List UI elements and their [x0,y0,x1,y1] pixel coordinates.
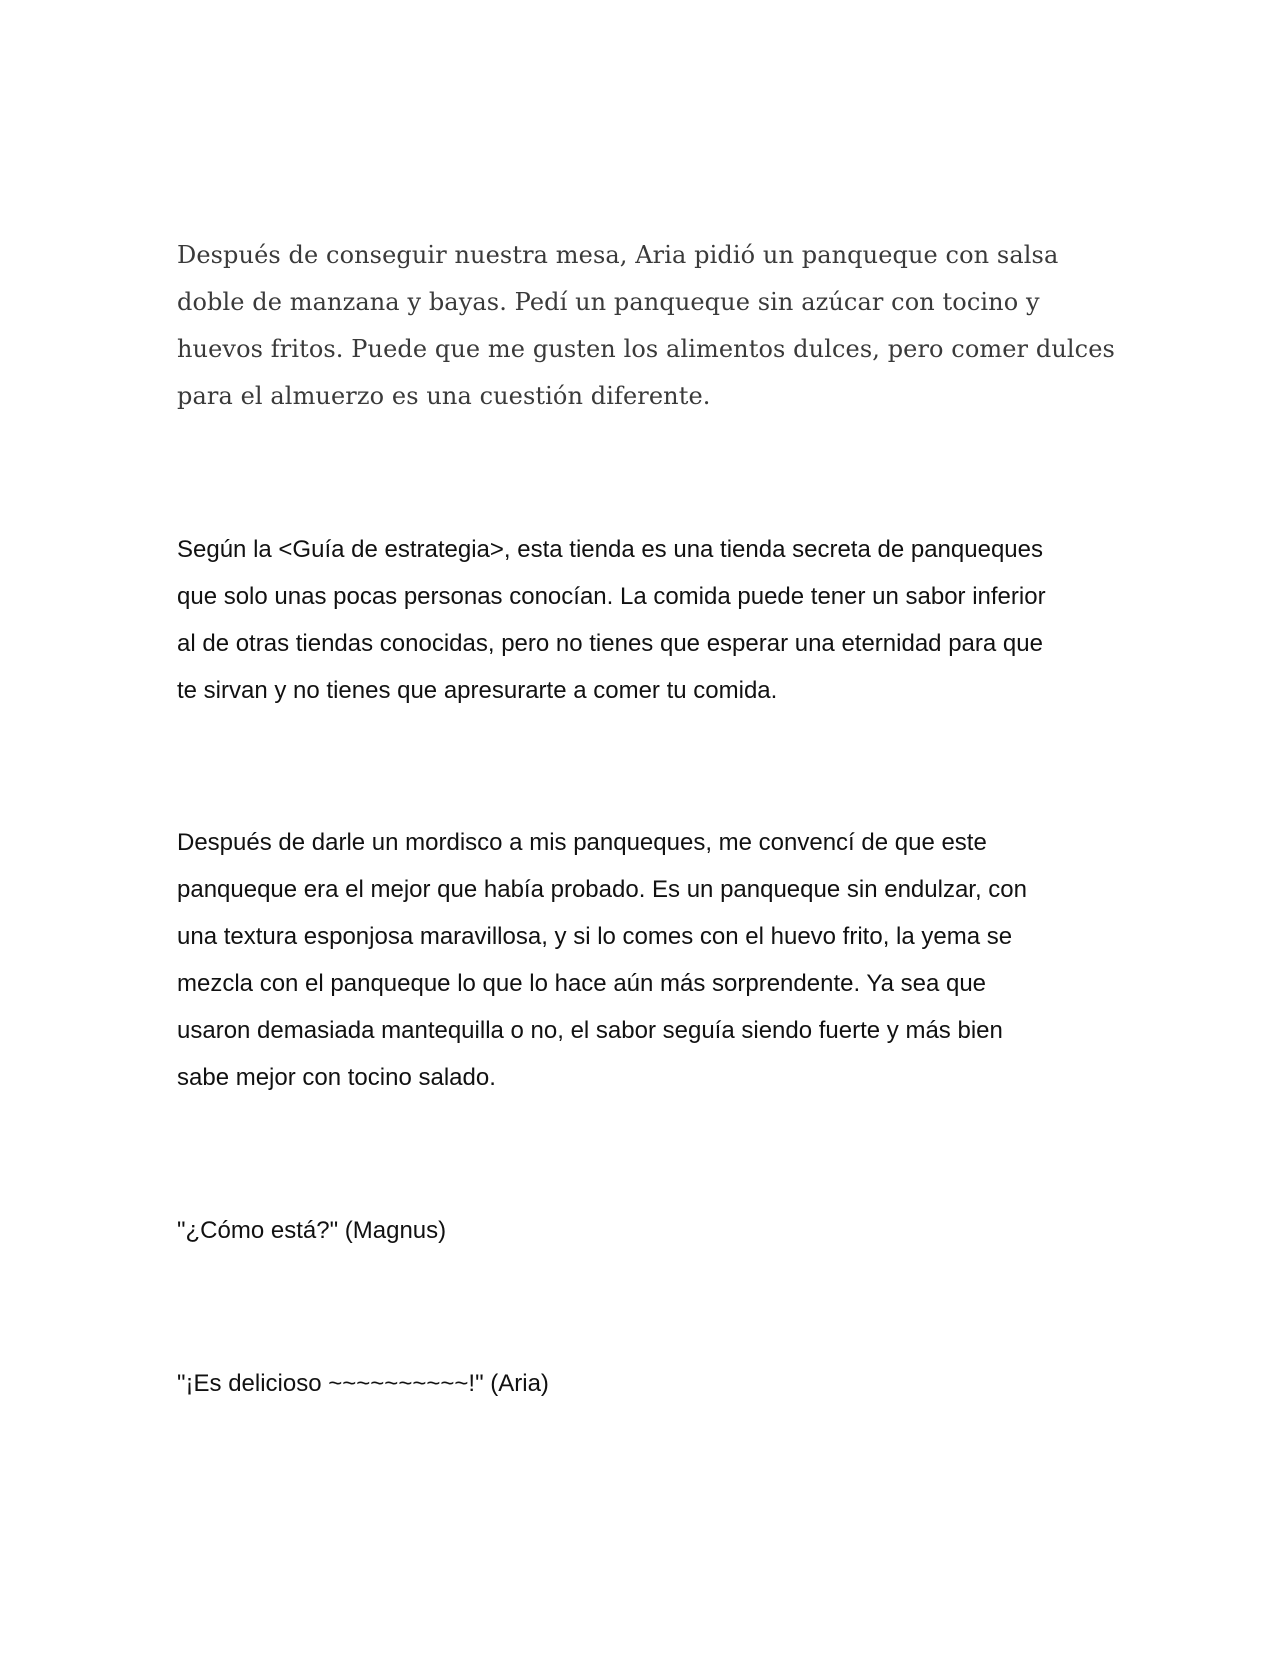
paragraph-3-line-3: una textura esponjosa maravillosa, y si lo comes con el huevo frito, la yema se [177,923,1013,950]
dialogue-magnus [177,1207,1097,1254]
paragraph-1 [177,232,1115,420]
paragraph-1-line-4: para el almuerzo es una cuestión diferente. [177,382,711,410]
dialogue-magnus-line: "¿Cómo está?" (Magnus) [177,1217,447,1244]
paragraph-3-line-6: sabe mejor con tocino salado. [177,1064,496,1091]
paragraph-3 [177,819,1097,1101]
dialogue-aria-line: "¡Es delicioso ~~~~~~~~~~!" (Aria) [177,1370,549,1397]
paragraph-2-line-3: al de otras tiendas conocidas, pero no tienes que esperar una eternidad para que [177,630,1043,657]
paragraph-2 [177,526,1097,714]
paragraph-1-line-2: doble de manzana y bayas. Pedí un panqueque sin azúcar con tocino y [177,288,1040,316]
paragraph-3-line-2: panqueque era el mejor que había probado. Es un panqueque sin endulzar, con [177,876,1027,903]
paragraph-3-line-4: mezcla con el panqueque lo que lo hace aún más sorprendente. Ya sea que [177,970,987,997]
dialogue-aria [177,1360,1097,1407]
paragraph-1-line-3: huevos fritos. Puede que me gusten los alimentos dulces, pero comer dulces [177,335,1115,363]
paragraph-3-line-5: usaron demasiada mantequilla o no, el sabor seguía siendo fuerte y más bien [177,1017,1003,1044]
paragraph-1-line-1: Después de conseguir nuestra mesa, Aria pidió un panqueque con salsa [177,241,1059,269]
paragraph-2-line-4: te sirvan y no tienes que apresurarte a comer tu comida. [177,677,778,704]
paragraph-2-line-1: Según la <Guía de estrategia>, esta tienda es una tienda secreta de panqueques [177,536,1043,563]
paragraph-2-line-2: que solo unas pocas personas conocían. La comida puede tener un sabor inferior [177,583,1046,610]
paragraph-3-line-1: Después de darle un mordisco a mis panqueques, me convencí de que este [177,829,987,856]
